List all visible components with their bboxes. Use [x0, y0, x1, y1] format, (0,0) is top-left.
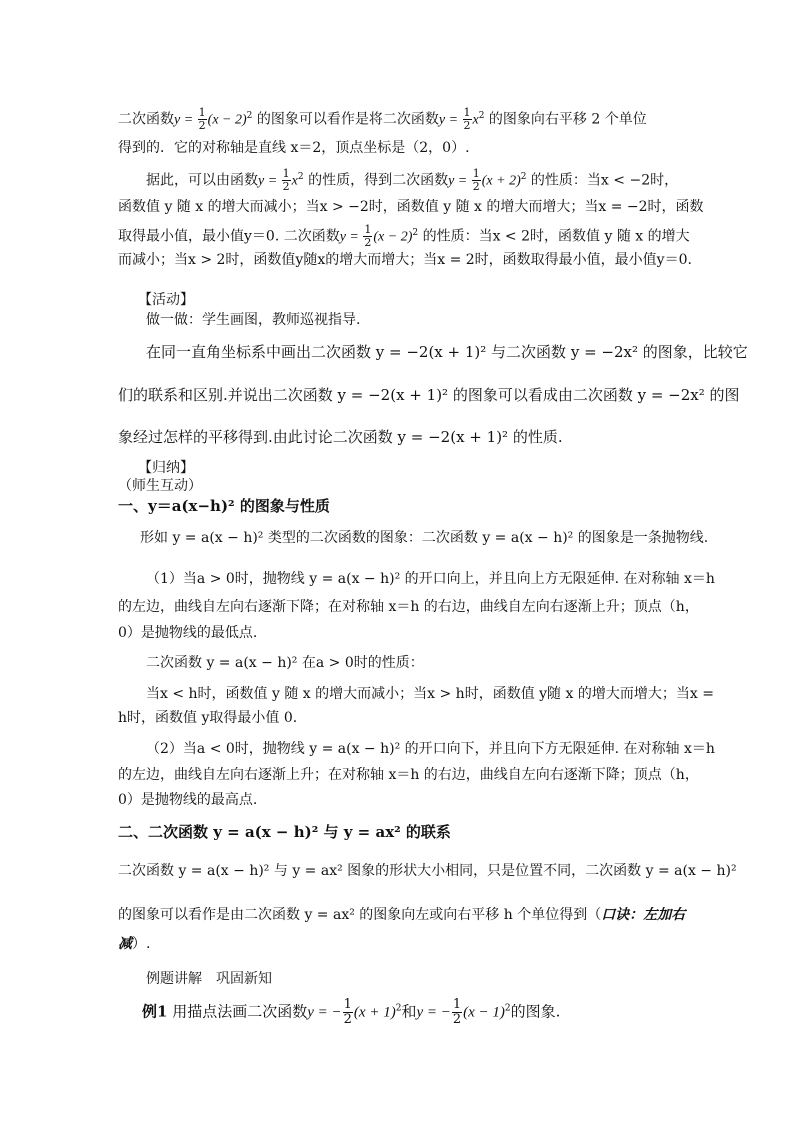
math: y = — [438, 112, 462, 128]
summary-t2 — [118, 905, 686, 925]
exponent: 2 — [246, 111, 253, 121]
summary-s3: 的左边，曲线自左向右逐渐下降；在对称轴 x＝h 的右边，曲线自左向右逐渐上升；顶点（h， — [118, 599, 699, 615]
math: x — [291, 173, 298, 189]
para2-line4: 而减小；当x > 2时，函数值y随x的增大而增大；当x = 2时，函数取得最小值，最小值y＝0. — [118, 252, 692, 268]
activity-line2: 在同一直角坐标系中画出二次函数 y = −2(x + 1)² 与二次函数 y = −2x² 的图象，比较它 — [146, 343, 748, 361]
summary-s6: 当x < h时，函数值 y 随 x 的增大而减小；当x > h时，函数值 y随 x 的增大而增大；当x = — [146, 686, 714, 702]
frac-den: 2 — [364, 236, 372, 250]
summary-t1: 二次函数 y = a(x − h)² 与 y = ax² 图象的形状大小相同，只是位置不同，二次函数 y = a(x − h)² — [118, 863, 737, 879]
summary-s8: （2）当a < 0时，抛物线 y = a(x − h)² 的开口向下，并且向下方无限延伸. 在对称轴 x＝h — [146, 741, 715, 757]
text: 和 — [401, 1002, 417, 1021]
math: y = — [339, 229, 363, 245]
text: 的性质：当x < −2时， — [526, 172, 679, 189]
text: 的图象. — [510, 1002, 561, 1021]
example-1 — [142, 998, 676, 1027]
mnemonic: 减 — [118, 936, 132, 952]
frac-den: 2 — [452, 1012, 462, 1027]
fraction — [198, 107, 207, 132]
text: 的性质：当x < 2时，函数值 y 随 x 的增大 — [418, 228, 690, 245]
activity-line4: 象经过怎样的平移得到.由此讨论二次函数 y = −2(x + 1)² 的性质. — [118, 428, 563, 446]
summary-s4: 0）是抛物线的最低点. — [118, 625, 258, 641]
section-heading-1: 一、y＝a(x−h)² 的图象与性质 — [118, 497, 330, 515]
activity-title: 【活动】 — [138, 292, 194, 308]
summary-title: 【归纳】 — [138, 460, 194, 476]
para2-line1 — [146, 167, 679, 194]
para2-line3 — [118, 223, 690, 250]
exponent: 2 — [478, 111, 485, 121]
fraction — [282, 168, 291, 193]
text: 据此，可以由函数 — [146, 172, 258, 189]
exponent: 2 — [412, 228, 419, 238]
frac-den: 2 — [463, 119, 471, 133]
math: y = — [448, 173, 471, 189]
summary-s5: 二次函数 y = a(x − h)² 在a > 0时的性质： — [146, 655, 424, 671]
text: 二次函数 — [118, 111, 174, 128]
frac-num: 1 — [364, 223, 372, 237]
frac-num: 1 — [472, 167, 480, 181]
section-heading-2: 二、二次函数 y = a(x − h)² 与 y = ax² 的联系 — [118, 823, 451, 841]
math: (x − 2) — [207, 112, 247, 128]
para1-line2: 得到的．它的对称轴是直线 x＝2，顶点坐标是（2，0）. — [118, 140, 470, 156]
fraction — [472, 168, 481, 193]
text: 的图象向右平移 2 个单位 — [484, 111, 647, 128]
summary-s10: 0）是抛物线的最高点. — [118, 792, 258, 808]
frac-den: 2 — [282, 180, 290, 194]
frac-num: 1 — [198, 106, 206, 120]
frac-den: 2 — [472, 180, 480, 194]
summary-s1: 形如 y = a(x − h)² 类型的二次函数的图象：二次函数 y = a(x − h)² 的图象是一条抛物线. — [140, 530, 709, 546]
mnemonic: 口诀：左加右 — [601, 907, 686, 923]
math: (x − 1) — [463, 1004, 505, 1021]
summary-s2: （1）当a > 0时，抛物线 y = a(x − h)² 的开口向上，并且向上方无限延伸. 在对称轴 x＝h — [146, 571, 715, 587]
example-label: 例1 — [142, 1002, 168, 1021]
frac-num: 1 — [463, 106, 471, 120]
exponent: 2 — [395, 1003, 402, 1014]
frac-den: 2 — [198, 119, 206, 133]
fraction — [452, 998, 462, 1027]
summary-s9: 的左边，曲线自左向右逐渐上升；在对称轴 x＝h 的右边，曲线自左向右逐渐下降；顶点（h， — [118, 767, 699, 783]
text: 取得最小值，最小值y＝0. 二次函数 — [118, 228, 340, 245]
para1-line1 — [118, 106, 676, 132]
text: 用描点法画二次函数 — [172, 1002, 308, 1021]
math: (x − 2) — [373, 229, 413, 245]
text: 的性质，得到二次函数 — [303, 172, 449, 189]
fraction — [463, 107, 472, 132]
activity-line3: 们的联系和区别.并说出二次函数 y = −2(x + 1)² 的图象可以看成由二次函数 y = −2x² 的图 — [118, 386, 740, 404]
exponent: 2 — [297, 172, 304, 182]
math: y = − — [416, 1004, 451, 1021]
exponent: 2 — [504, 1003, 511, 1014]
math: y = — [174, 112, 197, 128]
frac-num: 1 — [452, 997, 462, 1012]
frac-num: 1 — [343, 997, 352, 1012]
example-intro: 例题讲解 巩固新知 — [146, 971, 272, 987]
text: ）. — [132, 936, 151, 952]
summary-t3 — [118, 934, 676, 954]
text: 的图象可以看作是由二次函数 y = ax² 的图象向左或向右平移 h 个单位得到（ — [118, 907, 602, 923]
exponent: 2 — [520, 172, 527, 182]
math: x — [472, 112, 479, 128]
frac-den: 2 — [343, 1012, 352, 1027]
math: y = − — [307, 1004, 342, 1021]
math: y = — [258, 173, 281, 189]
frac-num: 1 — [282, 167, 290, 181]
para2-line2: 函数值 y 随 x 的增大而减小；当x > −2时，函数值 y 随 x 的增大而增大；当x = −2时，函数 — [118, 199, 704, 215]
fraction — [363, 224, 372, 249]
math: (x + 1) — [353, 1004, 396, 1021]
math: (x + 2) — [481, 173, 521, 189]
summary-s7: h时，函数值 y取得最小值 0. — [118, 710, 298, 726]
summary-sub: （师生互动） — [118, 478, 202, 494]
fraction — [343, 998, 353, 1027]
activity-line1: 做一做：学生画图，教师巡视指导. — [146, 312, 361, 328]
text: 的图象可以看作是将二次函数 — [252, 111, 439, 128]
